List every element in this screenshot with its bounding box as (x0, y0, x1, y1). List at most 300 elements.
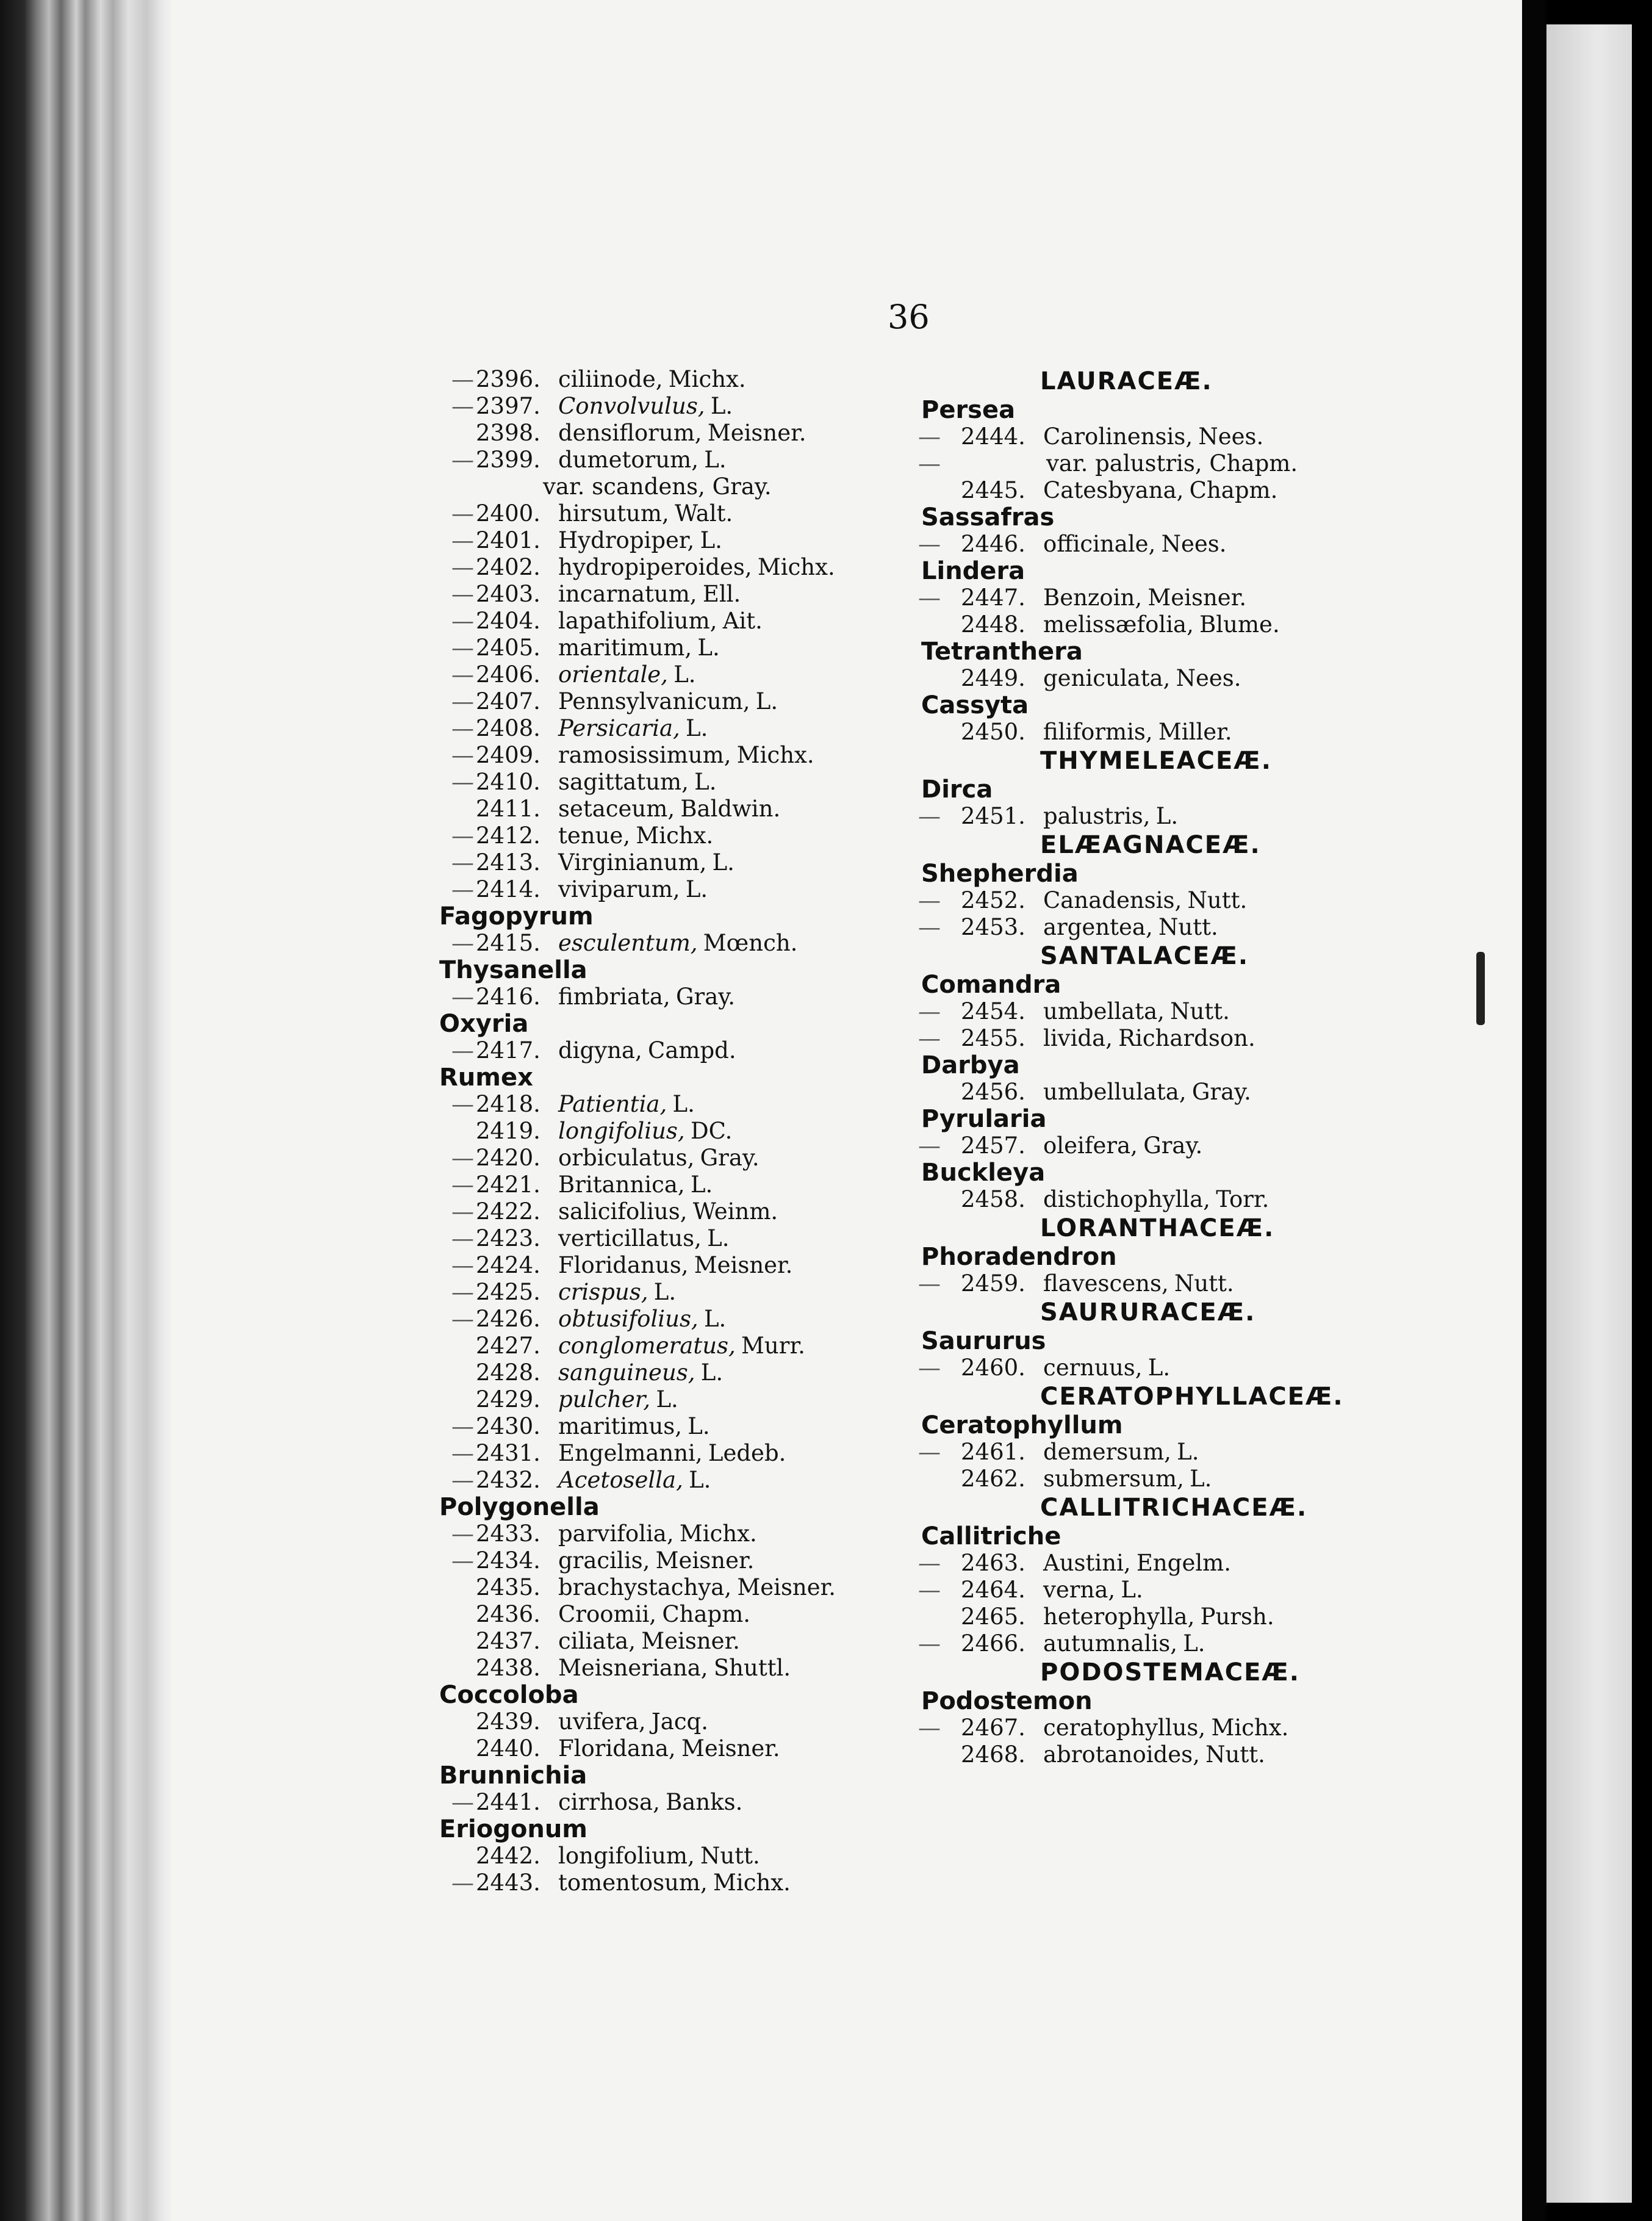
species-author: L. (672, 1091, 695, 1117)
species-author: L. (690, 1172, 713, 1198)
species-name-group (558, 1655, 791, 1682)
species-name-group (1043, 423, 1263, 450)
genus-heading: Cassyta (921, 691, 1029, 719)
species-author: Nutt. (1205, 1741, 1265, 1768)
species-author: L. (673, 661, 696, 688)
genus-heading: Brunnichia (439, 1762, 587, 1790)
entry-number: 2455. (961, 1025, 1025, 1051)
check-dash: — (451, 1279, 474, 1305)
entry-number: 2467. (961, 1715, 1025, 1741)
species-name-group (558, 796, 780, 823)
check-dash: — (451, 1225, 474, 1251)
entry-number: 2405. (476, 635, 540, 661)
species-author: L. (755, 688, 778, 715)
species-entry (427, 984, 866, 1010)
facing-page-edge (1546, 24, 1632, 2203)
entry-number: 2412. (476, 823, 540, 849)
entry-number: 2400. (476, 500, 540, 527)
species-name-group (558, 420, 806, 447)
species-entry (427, 420, 866, 447)
species-entry (427, 1091, 866, 1118)
species-author: L. (1190, 1466, 1212, 1492)
family-heading: CALLITRICHACEÆ. (1040, 1494, 1308, 1522)
genus-heading: Coccoloba (439, 1681, 579, 1709)
species-epithet: brachystachya, (558, 1574, 732, 1600)
species-author: L. (704, 447, 727, 473)
species-entry (427, 1708, 866, 1735)
species-name-group (558, 635, 720, 661)
entry-number: 2466. (961, 1630, 1025, 1657)
species-name-group (558, 1547, 754, 1574)
species-name-group (558, 1843, 760, 1870)
entry-number: 2398. (476, 420, 540, 446)
entry-number: 2426. (476, 1306, 540, 1332)
species-name-group (558, 447, 727, 473)
family-heading: THYMELEACEÆ. (1040, 747, 1272, 775)
check-dash: — (451, 1789, 474, 1815)
species-author: L. (1183, 1630, 1205, 1657)
species-name-group (558, 1708, 708, 1735)
family-heading: LAURACEÆ. (1040, 367, 1213, 395)
species-author: L. (703, 1306, 727, 1332)
species-epithet: crispus, (558, 1279, 648, 1305)
check-dash: — (451, 661, 474, 688)
species-name-group (1043, 1186, 1269, 1213)
species-author: Banks. (666, 1789, 743, 1815)
species-name-group (558, 1172, 713, 1198)
species-entry (427, 1252, 866, 1279)
species-name-group (558, 1870, 791, 1896)
variety-text: var. palustris, Chapm. (1046, 450, 1298, 477)
species-entry (903, 1604, 1366, 1630)
species-epithet: Croomii, (558, 1601, 657, 1627)
species-entry (427, 876, 866, 903)
species-author: Torr. (1216, 1186, 1270, 1212)
species-name-group (558, 500, 733, 527)
species-epithet: densiflorum, (558, 420, 702, 446)
species-entry (427, 1306, 866, 1333)
facing-page-mark (1476, 952, 1485, 1025)
species-author: Ell. (702, 581, 741, 607)
species-entry (903, 1741, 1366, 1768)
species-author: Chapm. (1189, 477, 1278, 503)
species-epithet: sagittatum, (558, 769, 689, 795)
species-entry (903, 1577, 1366, 1604)
genus-heading: Oxyria (439, 1010, 529, 1038)
species-epithet: ciliata, (558, 1628, 636, 1654)
entry-number: 2419. (476, 1118, 540, 1144)
species-name-group (1043, 719, 1232, 746)
species-author: Jacq. (651, 1708, 708, 1735)
entry-number: 2401. (476, 527, 540, 553)
genus-heading: Ceratophyllum (921, 1411, 1123, 1439)
entry-number: 2407. (476, 688, 540, 715)
left-column (427, 366, 866, 1896)
entry-number: 2420. (476, 1145, 540, 1171)
species-author: Michx. (757, 554, 835, 580)
species-entry (903, 1186, 1366, 1213)
species-epithet: digyna, (558, 1037, 642, 1064)
species-epithet: Engelmanni, (558, 1440, 703, 1466)
species-epithet: Britannica, (558, 1172, 685, 1198)
species-epithet: lapathifolium, (558, 608, 717, 634)
species-author: Michx. (713, 1870, 791, 1896)
species-epithet: ramosissimum, (558, 742, 731, 768)
check-dash: — (918, 450, 941, 477)
species-entry (427, 849, 866, 876)
entry-number: 2432. (476, 1467, 540, 1493)
species-name-group (558, 1279, 676, 1306)
species-epithet: livida, (1043, 1025, 1113, 1051)
species-epithet: Canadensis, (1043, 887, 1182, 913)
genus-heading: Rumex (439, 1064, 533, 1092)
species-entry (427, 1198, 866, 1225)
species-name-group (1043, 1270, 1234, 1297)
species-entry (903, 719, 1366, 746)
entry-number: 2445. (961, 477, 1025, 503)
page-gutter (1522, 0, 1546, 2221)
species-name-group (558, 715, 708, 742)
species-author: L. (656, 1386, 678, 1413)
check-dash: — (451, 1467, 474, 1493)
species-epithet: maritimum, (558, 635, 692, 661)
entry-number: 2449. (961, 665, 1025, 691)
entry-number: 2436. (476, 1601, 540, 1627)
species-entry (427, 1333, 866, 1359)
entry-number: 2416. (476, 984, 540, 1010)
species-author: Meisner. (641, 1628, 740, 1654)
check-dash: — (451, 823, 474, 849)
check-dash: — (451, 447, 474, 473)
species-entry (427, 1413, 866, 1440)
species-entry (427, 769, 866, 796)
check-dash: — (451, 1547, 474, 1574)
genus-heading: Shepherdia (921, 860, 1079, 888)
species-author: Gray. (1191, 1079, 1251, 1105)
species-epithet: Virginianum, (558, 849, 707, 876)
check-dash: — (451, 876, 474, 902)
entry-number: 2429. (476, 1386, 540, 1413)
species-epithet: pulcher, (558, 1386, 651, 1413)
species-epithet: verna, (1043, 1577, 1116, 1603)
species-name-group (1043, 1630, 1205, 1657)
species-name-group (1043, 585, 1246, 611)
species-entry (427, 1789, 866, 1816)
species-entry (427, 1145, 866, 1172)
entry-number: 2462. (961, 1466, 1025, 1492)
species-entry (427, 1440, 866, 1467)
species-epithet: submersum, (1043, 1466, 1184, 1492)
species-name-group (1043, 1079, 1251, 1106)
species-epithet: salicifolius, (558, 1198, 688, 1225)
species-epithet: tenue, (558, 823, 631, 849)
entry-number: 2423. (476, 1225, 540, 1251)
check-dash: — (918, 1025, 941, 1051)
species-epithet: officinale, (1043, 531, 1156, 557)
species-author: Michx. (679, 1521, 757, 1547)
species-name-group (1043, 611, 1280, 638)
entry-number: 2417. (476, 1037, 540, 1064)
species-entry (903, 1630, 1366, 1657)
entry-number: 2464. (961, 1577, 1025, 1603)
species-name-group (558, 930, 797, 957)
species-author: Weinm. (692, 1198, 778, 1225)
entry-number: 2463. (961, 1550, 1025, 1576)
entry-number: 2456. (961, 1079, 1025, 1105)
species-epithet: cernuus, (1043, 1355, 1143, 1381)
species-name-group (558, 1145, 760, 1172)
check-dash: — (451, 715, 474, 741)
species-epithet: Catesbyana, (1043, 477, 1184, 503)
family-heading: LORANTHACEÆ. (1040, 1214, 1275, 1242)
species-name-group (558, 1628, 740, 1655)
species-entry (427, 823, 866, 849)
species-author: L. (707, 1225, 730, 1251)
check-dash: — (918, 998, 941, 1024)
species-author: Shuttl. (713, 1655, 791, 1681)
species-entry (903, 665, 1366, 692)
species-name-group (558, 742, 814, 769)
species-author: Baldwin. (680, 796, 781, 822)
species-epithet: maritimus, (558, 1413, 683, 1439)
entry-number: 2433. (476, 1521, 540, 1547)
species-entry (903, 611, 1366, 638)
species-entry (427, 742, 866, 769)
species-name-group (558, 849, 734, 876)
species-epithet: flavescens, (1043, 1270, 1169, 1297)
species-epithet: uvifera, (558, 1708, 646, 1735)
species-name-group (558, 1521, 757, 1547)
species-name-group (1043, 887, 1247, 914)
species-author: Ledeb. (708, 1440, 786, 1466)
species-entry (427, 661, 866, 688)
check-dash: — (451, 608, 474, 634)
species-name-group (558, 608, 763, 635)
entry-number: 2421. (476, 1172, 540, 1198)
family-heading: PODOSTEMACEÆ. (1040, 1658, 1300, 1686)
species-author: L. (710, 393, 733, 419)
species-entry (427, 1386, 866, 1413)
species-author: L. (694, 769, 717, 795)
species-name-group (1043, 1715, 1288, 1741)
species-author: Nutt. (1187, 887, 1248, 913)
species-entry (903, 998, 1366, 1025)
species-name-group (558, 1118, 732, 1145)
species-entry (427, 1547, 866, 1574)
genus-heading: Pyrularia (921, 1105, 1047, 1133)
entry-number: 2422. (476, 1198, 540, 1225)
species-epithet: argentea, (1043, 914, 1153, 940)
species-name-group (1043, 998, 1230, 1025)
species-name-group (558, 984, 735, 1010)
check-dash: — (918, 1355, 941, 1381)
check-dash: — (451, 769, 474, 795)
species-author: L. (1177, 1439, 1199, 1465)
entry-number: 2403. (476, 581, 540, 607)
entry-number: 2443. (476, 1870, 540, 1896)
check-dash: — (451, 1306, 474, 1332)
species-name-group (1043, 1604, 1274, 1630)
species-author: Gray. (1143, 1132, 1203, 1159)
entry-number: 2406. (476, 661, 540, 688)
species-author: Michx. (736, 742, 814, 768)
species-entry (903, 1079, 1366, 1106)
entry-number: 2451. (961, 803, 1025, 829)
check-dash: — (451, 554, 474, 580)
check-dash: — (918, 423, 941, 450)
entry-number: 2418. (476, 1091, 540, 1117)
species-epithet: Patientia, (558, 1091, 667, 1117)
species-entry (427, 1172, 866, 1198)
species-entry (427, 1843, 866, 1870)
species-epithet: viviparum, (558, 876, 680, 902)
check-dash: — (451, 930, 474, 956)
species-entry (427, 1467, 866, 1494)
species-entry (427, 1574, 866, 1601)
species-entry (427, 393, 866, 420)
entry-number: 2465. (961, 1604, 1025, 1630)
entry-number: 2452. (961, 887, 1025, 913)
check-dash: — (451, 393, 474, 419)
species-epithet: Carolinensis, (1043, 423, 1193, 450)
species-epithet: longifolium, (558, 1843, 695, 1869)
species-epithet: obtusifolius, (558, 1306, 699, 1332)
species-name-group (558, 876, 708, 903)
species-epithet: incarnatum, (558, 581, 697, 607)
species-name-group (1043, 477, 1277, 504)
species-name-group (1043, 1439, 1199, 1466)
species-name-group (558, 1789, 742, 1816)
check-dash: — (451, 1252, 474, 1278)
species-name-group (558, 823, 713, 849)
species-name-group (1043, 1466, 1212, 1492)
entry-number: 2409. (476, 742, 540, 768)
species-name-group (558, 661, 696, 688)
species-author: Nutt. (1174, 1270, 1234, 1297)
species-epithet: Convolvulus, (558, 393, 705, 419)
entry-number: 2428. (476, 1359, 540, 1386)
entry-number: 2440. (476, 1735, 540, 1762)
species-epithet: Acetosella, (558, 1467, 683, 1493)
check-dash: — (451, 984, 474, 1010)
family-heading: SAURURACEÆ. (1040, 1298, 1256, 1326)
species-name-group (558, 1198, 778, 1225)
check-dash: — (451, 1521, 474, 1547)
species-entry (427, 447, 866, 473)
species-author: L. (1121, 1577, 1143, 1603)
species-epithet: filiformis, (1043, 719, 1153, 745)
entry-number: 2453. (961, 914, 1025, 940)
genus-heading: Tetranthera (921, 638, 1083, 666)
species-name-group (558, 1574, 836, 1601)
species-name-group (558, 527, 722, 554)
entry-number: 2442. (476, 1843, 540, 1869)
species-epithet: tomentosum, (558, 1870, 708, 1896)
species-author: Miller. (1158, 719, 1232, 745)
check-dash: — (451, 366, 474, 392)
species-entry (903, 1715, 1366, 1741)
species-author: Gray. (675, 984, 736, 1010)
species-epithet: conglomeratus, (558, 1333, 736, 1359)
species-author: Richardson. (1118, 1025, 1255, 1051)
species-epithet: oleifera, (1043, 1132, 1138, 1159)
species-author: L. (688, 1413, 710, 1439)
species-epithet: esculentum, (558, 930, 698, 956)
species-author: Ait. (722, 608, 763, 634)
species-author: L. (686, 715, 708, 741)
species-epithet: Persicaria, (558, 715, 680, 741)
species-entry (427, 930, 866, 957)
species-name-group (1043, 803, 1178, 830)
species-author: Nutt. (700, 1843, 760, 1869)
check-dash: — (451, 849, 474, 876)
genus-heading: Dirca (921, 776, 993, 804)
entry-number: 2448. (961, 611, 1025, 638)
entry-number: 2444. (961, 423, 1025, 450)
species-entry (427, 1279, 866, 1306)
check-dash: — (918, 1630, 941, 1657)
family-heading: SANTALACEÆ. (1040, 942, 1249, 970)
species-entry (427, 1601, 866, 1628)
species-name-group (1043, 1550, 1231, 1577)
family-heading: CERATOPHYLLACEÆ. (1040, 1383, 1344, 1411)
check-dash: — (918, 1270, 941, 1297)
species-name-group (558, 1735, 780, 1762)
check-dash: — (451, 1870, 474, 1896)
species-entry (903, 1355, 1366, 1381)
species-author: Michx. (1211, 1715, 1289, 1741)
genus-heading: Lindera (921, 557, 1025, 585)
species-author: Meisner. (655, 1547, 755, 1574)
species-epithet: fimbriata, (558, 984, 670, 1010)
species-epithet: palustris, (1043, 803, 1151, 829)
species-entry (903, 887, 1366, 914)
check-dash: — (451, 688, 474, 715)
genus-heading: Darbya (921, 1051, 1020, 1079)
species-author: Meisner. (707, 420, 806, 446)
check-dash: — (918, 531, 941, 557)
check-dash: — (451, 1172, 474, 1198)
check-dash: — (451, 742, 474, 768)
entry-number: 2397. (476, 393, 540, 419)
species-entry (903, 1466, 1366, 1492)
species-epithet: Hydropiper, (558, 527, 695, 553)
species-author: Nutt. (1158, 914, 1218, 940)
entry-number: 2454. (961, 998, 1025, 1024)
genus-heading: Fagopyrum (439, 902, 594, 931)
species-name-group (558, 554, 835, 581)
genus-heading: Polygonella (439, 1493, 600, 1521)
species-entry (427, 688, 866, 715)
species-name-group (558, 1467, 711, 1494)
entry-number: 2430. (476, 1413, 540, 1439)
species-epithet: heterophylla, (1043, 1604, 1195, 1630)
species-epithet: Floridana, (558, 1735, 676, 1762)
genus-heading: Buckleya (921, 1159, 1046, 1187)
entry-number: 2460. (961, 1355, 1025, 1381)
species-author: Michx. (668, 366, 746, 392)
genus-heading: Persea (921, 396, 1016, 424)
entry-number: 2415. (476, 930, 540, 956)
species-entry (427, 1870, 866, 1896)
species-epithet: umbellulata, (1043, 1079, 1187, 1105)
species-epithet: verticillatus, (558, 1225, 702, 1251)
genus-heading: Phoradendron (921, 1243, 1117, 1271)
species-author: Nees. (1198, 423, 1264, 450)
species-epithet: hydropiperoides, (558, 554, 752, 580)
species-author: Nees. (1161, 531, 1227, 557)
species-name-group (558, 1413, 710, 1440)
